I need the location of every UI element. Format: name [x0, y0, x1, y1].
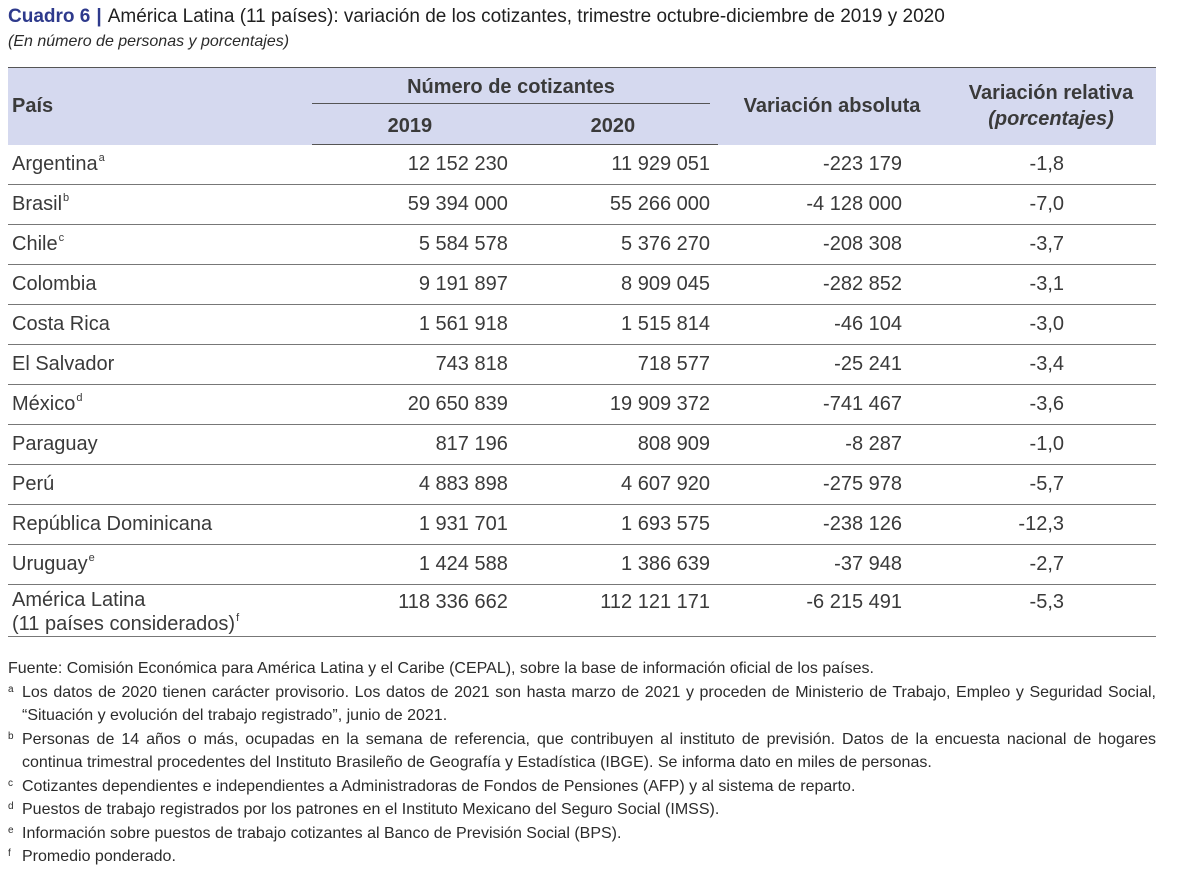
- footnote-mark: c: [58, 232, 65, 244]
- footnote-text: Cotizantes dependientes e independientes a Administradoras de Fondos de Pensiones (AFP) y al sistema de reparto.: [22, 777, 856, 795]
- row-absolute: -4 128 000: [718, 185, 946, 225]
- row-2019: 20 650 839: [312, 385, 508, 425]
- footnote-item: [8, 822, 1156, 846]
- row-2020: 1 515 814: [508, 305, 718, 345]
- row-absolute: -223 179: [718, 145, 946, 185]
- footnote-letter: a: [8, 683, 14, 695]
- total-2019: 118 336 662: [312, 585, 508, 637]
- row-relative: -3,6: [946, 385, 1156, 425]
- row-country: Argentina$^a$: [8, 145, 312, 185]
- total-country-line1: América Latina: [12, 589, 146, 611]
- row-2019: 12 152 230: [312, 145, 508, 185]
- table-row: [8, 305, 1156, 345]
- row-country: Uruguay$^e$: [8, 545, 312, 585]
- row-2019: 1 424 588: [312, 545, 508, 585]
- row-absolute: -238 126: [718, 505, 946, 545]
- footnote-text: Promedio ponderado.: [22, 848, 176, 865]
- header-2020: 2020: [508, 108, 718, 145]
- row-2020: 4 607 920: [508, 465, 718, 505]
- table-row: [8, 385, 1156, 425]
- table-header: [8, 68, 1156, 145]
- footnote-item: [8, 681, 1156, 728]
- row-relative: -2,7: [946, 545, 1156, 585]
- row-relative: -3,0: [946, 305, 1156, 345]
- header-country: País: [8, 68, 312, 145]
- table-row: [8, 145, 1156, 185]
- row-relative: -3,1: [946, 265, 1156, 305]
- row-2019: 5 584 578: [312, 225, 508, 265]
- table-row: [8, 185, 1156, 225]
- row-country: Paraguay: [8, 425, 312, 465]
- footnote-letter: f: [8, 848, 11, 859]
- footnote-mark: f: [236, 612, 240, 624]
- total-relative: -5,3: [946, 585, 1156, 637]
- table-row: [8, 265, 1156, 305]
- row-relative: -12,3: [946, 505, 1156, 545]
- row-2020: 55 266 000: [508, 185, 718, 225]
- table-number: Cuadro 6: [8, 6, 91, 27]
- footnote-list: [8, 681, 1156, 869]
- row-2019: 4 883 898: [312, 465, 508, 505]
- row-2019: 817 196: [312, 425, 508, 465]
- footnote-mark: d: [76, 392, 83, 404]
- row-2020: 1 693 575: [508, 505, 718, 545]
- row-country: Brasil$^b$: [8, 185, 312, 225]
- row-absolute: -37 948: [718, 545, 946, 585]
- row-2019: 59 394 000: [312, 185, 508, 225]
- header-2019: 2019: [312, 108, 508, 145]
- row-country: Perú: [8, 465, 312, 505]
- row-2019: 743 818: [312, 345, 508, 385]
- title-separator: |: [96, 6, 102, 27]
- header-absolute: Variación absoluta: [718, 68, 946, 145]
- table-row: [8, 465, 1156, 505]
- row-absolute: -275 978: [718, 465, 946, 505]
- row-relative: -7,0: [946, 185, 1156, 225]
- total-country: [8, 585, 312, 637]
- row-relative: -1,0: [946, 425, 1156, 465]
- footnote-letter: d: [8, 801, 14, 812]
- row-2019: 9 191 897: [312, 265, 508, 305]
- footnote-item: [8, 845, 1156, 869]
- footnote-text: Información sobre puestos de trabajo cotizantes al Banco de Previsión Social (BPS).: [22, 824, 622, 842]
- table-row: [8, 345, 1156, 385]
- footnote-item: [8, 798, 1156, 822]
- footnote-text: Los datos de 2020 tienen carácter provisorio. Los datos de 2021 son hasta marzo de 2021 y proceden de Ministerio de Trabajo, Empleo y Seguridad Social, “Situación y evolución del trabajo registrado”, junio de 2021.: [22, 683, 1156, 724]
- footnote-text: Puestos de trabajo registrados por los patrones en el Instituto Mexicano del Seguro Social (IMSS).: [22, 801, 720, 818]
- footnote-mark: a: [98, 151, 105, 164]
- row-absolute: -25 241: [718, 345, 946, 385]
- row-absolute: -8 287: [718, 425, 946, 465]
- row-relative: -3,4: [946, 345, 1156, 385]
- total-country-line2: (11 países considerados)$^f$: [12, 612, 240, 635]
- table-row: [8, 425, 1156, 465]
- header-group: [312, 68, 718, 109]
- total-absolute: -6 215 491: [718, 585, 946, 637]
- table-body: [8, 145, 1156, 637]
- row-2020: 8 909 045: [508, 265, 718, 305]
- row-2020: 19 909 372: [508, 385, 718, 425]
- total-2020: 112 121 171: [508, 585, 718, 637]
- row-2020: 11 929 051: [508, 145, 718, 185]
- row-country: México$^d$: [8, 385, 312, 425]
- footnote-letter: e: [8, 824, 14, 836]
- footnote-mark: e: [88, 552, 95, 564]
- table-row-total: [8, 585, 1156, 637]
- row-absolute: -282 852: [718, 265, 946, 305]
- table-row: [8, 505, 1156, 545]
- row-country: Colombia: [8, 265, 312, 305]
- header-relative-line1: Variación relativa: [968, 82, 1134, 105]
- row-absolute: -208 308: [718, 225, 946, 265]
- table-subtitle: (En número de personas y porcentajes): [8, 33, 290, 50]
- row-country: República Dominicana: [8, 505, 312, 545]
- row-absolute: -46 104: [718, 305, 946, 345]
- row-relative: -3,7: [946, 225, 1156, 265]
- footnote-text: Personas de 14 años o más, ocupadas en la semana de referencia, que contribuyen al instituto de previsión. Datos de la encuesta nacional de hogares continua trimestral procedentes del Instituto Brasileño de Geografía y Estadística (IBGE). Se informa dato en miles de personas.: [22, 730, 1156, 771]
- row-2020: 1 386 639: [508, 545, 718, 585]
- header-relative: [946, 68, 1156, 145]
- row-2020: 718 577: [508, 345, 718, 385]
- table-title: [8, 4, 1158, 30]
- footnote-item: [8, 775, 1156, 799]
- row-country: El Salvador: [8, 345, 312, 385]
- header-relative-line2: (porcentajes): [988, 108, 1114, 131]
- document: [8, 4, 1158, 869]
- table-row: [8, 545, 1156, 585]
- footnote-letter: c: [8, 777, 13, 789]
- title-text: América Latina (11 países): variación de los cotizantes, trimestre octubre-diciembre de 2019 y 2020: [107, 6, 945, 27]
- row-2020: 5 376 270: [508, 225, 718, 265]
- header-group-label: Número de cotizantes: [312, 76, 710, 104]
- footnote-item: [8, 728, 1156, 775]
- row-absolute: -741 467: [718, 385, 946, 425]
- table-row: [8, 225, 1156, 265]
- data-table: [8, 67, 1156, 637]
- row-relative: -5,7: [946, 465, 1156, 505]
- footnote-letter: b: [8, 730, 14, 742]
- row-relative: -1,8: [946, 145, 1156, 185]
- row-2020: 808 909: [508, 425, 718, 465]
- footnotes: [8, 657, 1156, 869]
- row-2019: 1 931 701: [312, 505, 508, 545]
- footnote-mark: b: [63, 192, 70, 204]
- row-country: Costa Rica: [8, 305, 312, 345]
- row-2019: 1 561 918: [312, 305, 508, 345]
- row-country: Chile$^c$: [8, 225, 312, 265]
- source-note: Fuente: Comisión Económica para América Latina y el Caribe (CEPAL), sobre la base de información oficial de los países.: [8, 660, 874, 677]
